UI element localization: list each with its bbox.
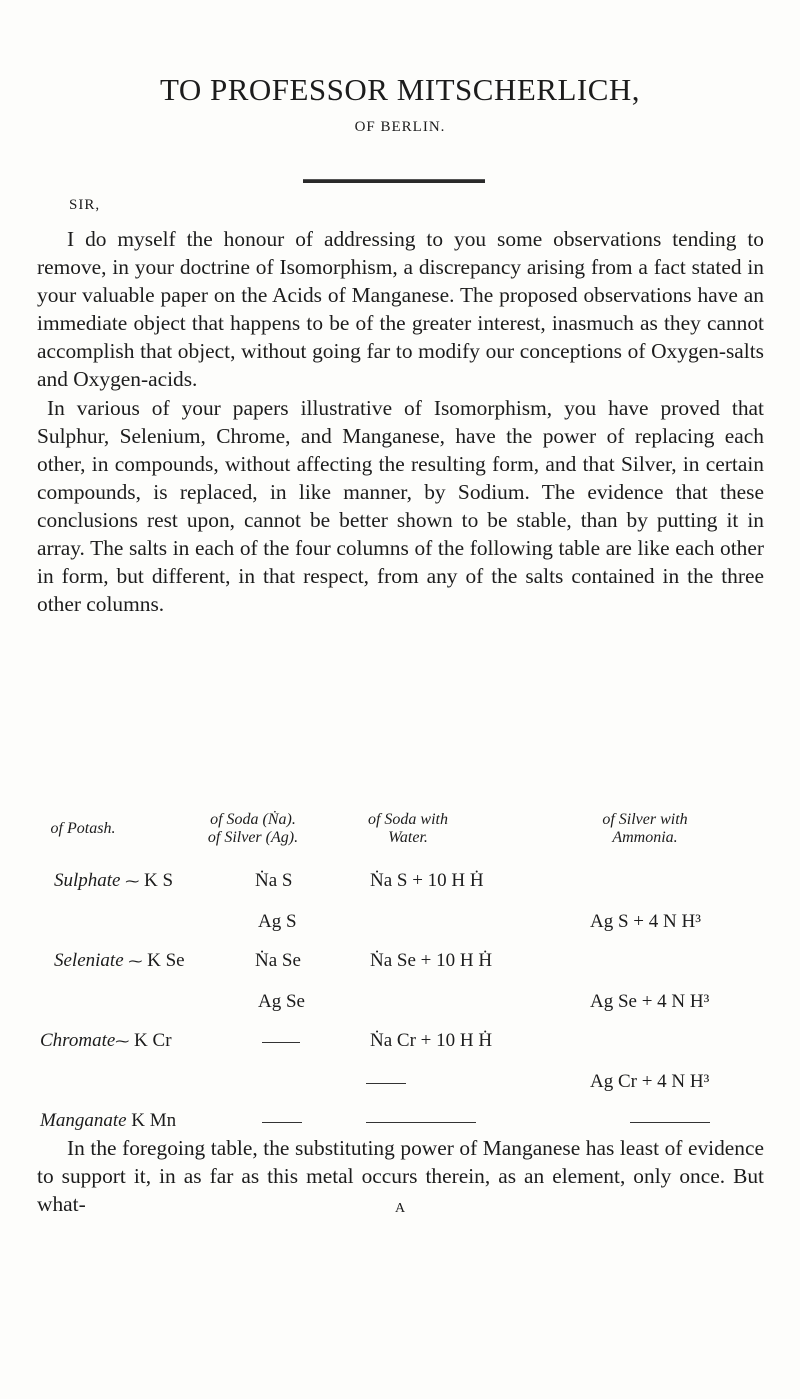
cell-seleniate-silver-ammonia: Ag Se + 4 N H³ <box>590 991 710 1012</box>
row-label-seleniate: Seleniate ⁓ K Se <box>54 950 185 971</box>
cell-seleniate-silver-soda: Ag Se <box>258 991 305 1012</box>
signature-mark: A <box>394 1201 406 1216</box>
header-water-line2: Water. <box>388 829 428 846</box>
cell-sulphate-soda: Ṅa S <box>255 870 293 891</box>
empty-dash-chromate-silver-soda <box>366 1083 406 1084</box>
cell-sulphate-silver-soda: Ag S <box>258 911 297 932</box>
cell-chromate-water: Ṅa Cr + 10 H Ḣ <box>370 1030 493 1051</box>
header-soda-line1: of Soda (Ṅa). <box>210 811 296 828</box>
salutation: SIR, <box>69 197 101 213</box>
cell-seleniate-water: Ṅa Se + 10 H Ḣ <box>370 950 493 971</box>
empty-dash-manganate-silver <box>630 1122 710 1123</box>
cell-seleniate-soda: Ṅa Se <box>255 950 301 971</box>
header-silver-line1: of Silver with <box>602 811 688 828</box>
page-title: TO PROFESSOR MITSCHERLICH, <box>159 72 641 107</box>
cell-sulphate-water: Ṅa S + 10 H Ḣ <box>370 870 484 891</box>
row-label-chromate: Chromate⁓ K Cr <box>40 1030 172 1051</box>
empty-dash-manganate-water <box>366 1122 476 1123</box>
cell-chromate-silver-ammonia: Ag Cr + 4 N H³ <box>590 1071 710 1092</box>
paragraph-2: In various of your papers illustrative of Isomorphism, you have proved that Sulphur, Selenium, Chrome, and Manganese, have the power of replacing each other, in compounds, without affecting the resulting form, and that Silver, in certain compounds, is replaced, in like manner, by Sodium. The evidence that these conclusions rest upon, cannot be better shown to be stable, than by putting it in array. The salts in each of the four columns of the following table are like each other in form, but different, in that respect, from any of the salts contained in the three other columns. <box>37 395 764 617</box>
page-subtitle: OF BERLIN. <box>354 119 446 135</box>
title-rule <box>303 179 485 183</box>
row-label-sulphate: Sulphate ⁓ K S <box>54 870 174 891</box>
row-label-manganate: Manganate K Mn <box>40 1110 177 1131</box>
empty-dash-chromate-soda <box>262 1042 300 1043</box>
letter-body <box>37 225 764 618</box>
empty-dash-manganate-soda <box>262 1122 302 1123</box>
header-silver-line2: Ammonia. <box>612 829 678 846</box>
cell-sulphate-silver-ammonia: Ag S + 4 N H³ <box>590 911 701 932</box>
closing-paragraph: In the foregoing table, the substituting power of Manganese has least of evidence to support it, in as far as this metal occurs therein, as an element, only once. But what- <box>37 1136 764 1217</box>
paragraph-1: I do myself the honour of addressing to you some observations tending to remove, in your doctrine of Isomorphism, a discrepancy arising from a fact stated in your valuable paper on the Acids of Manganese. The proposed observations have an immediate object that happens to be of the greater interest, inasmuch as they cannot accomplish that object, without going far to modify our conceptions of Oxygen-salts and Oxygen-acids. <box>37 227 764 392</box>
header-soda-line2: of Silver (Ag). <box>207 829 299 846</box>
header-water-line1: of Soda with <box>367 811 448 828</box>
header-potash: of Potash. <box>50 820 116 837</box>
